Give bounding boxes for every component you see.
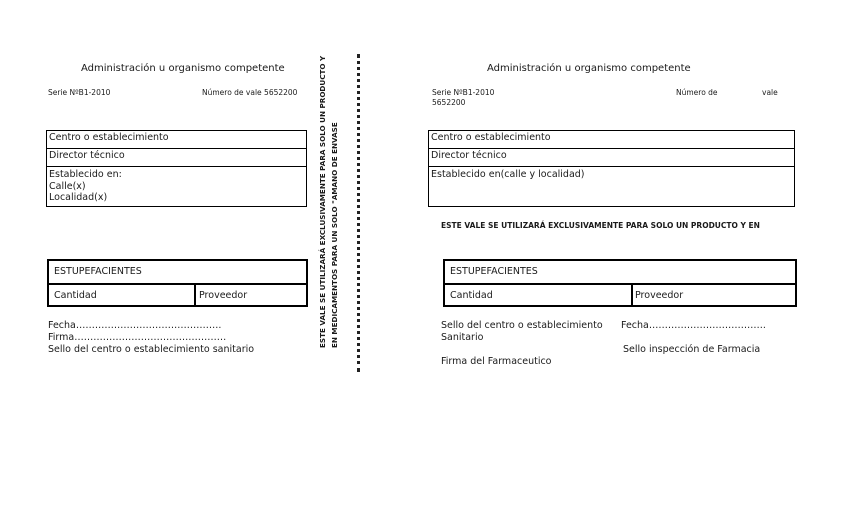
left-estupefacientes-header: ESTUPEFACIENTES (54, 266, 142, 277)
right-sello-centro-label: Sello del centro o establecimiento (441, 320, 603, 331)
right-stupefacient-table (443, 259, 797, 307)
right-numero-de: Número de (676, 88, 718, 97)
vertical-notice-line2: EN MEDICAMENTOS PARA UN SOLO "AMANO DE ENVASE (330, 122, 339, 348)
right-serie: Serie NºB1-2010 (432, 88, 495, 97)
left-fecha-line: Fecha………………………………………. (48, 320, 222, 331)
vertical-notice-line1: ESTE VALE SE UTILIZARÁ EXCLUSIVAMENTE PARA SOLO UN PRODUCTO Y (318, 55, 327, 348)
left-sello-label: Sello del centro o establecimiento sanitario (48, 344, 255, 355)
right-proveedor-label: Proveedor (635, 290, 684, 301)
perforation-line (357, 54, 360, 372)
left-calle-label: Calle(x) (49, 180, 86, 192)
right-firma-farmaceutico-label: Firma del Farmaceutico (441, 356, 552, 367)
left-admin-title: Administración u organismo competente (81, 63, 285, 74)
left-establecido-label: Establecido en: (49, 169, 122, 180)
left-voucher-number: Número de vale 5652200 (202, 88, 298, 97)
right-fecha-line: Fecha………………………………. (621, 320, 766, 331)
left-firma-line: Firma………………………………………… (48, 332, 227, 343)
right-cantidad-label: Cantidad (450, 290, 493, 301)
right-director-label: Director técnico (429, 149, 794, 167)
left-director-label: Director técnico (47, 149, 306, 167)
left-establishment-box (46, 130, 307, 207)
left-proveedor-label: Proveedor (199, 290, 248, 301)
right-vale: vale (762, 88, 778, 97)
right-establishment-box (428, 130, 795, 207)
right-estupefacientes-header: ESTUPEFACIENTES (450, 266, 538, 277)
right-centro-label: Centro o establecimiento (429, 131, 794, 149)
left-localidad-label: Localidad(x) (49, 192, 108, 203)
left-serie: Serie NºB1-2010 (48, 88, 111, 97)
right-admin-title: Administración u organismo competente (487, 63, 691, 74)
left-stupefacient-table (47, 259, 308, 307)
right-establecido-label: Establecido en(calle y localidad) (431, 169, 585, 180)
right-serie-number: 5652200 (432, 98, 466, 107)
right-sello-inspeccion-label: Sello inspección de Farmacia (623, 344, 761, 355)
left-cantidad-label: Cantidad (54, 290, 97, 301)
right-notice: ESTE VALE SE UTILIZARÁ EXCLUSIVAMENTE PARA SOLO UN PRODUCTO Y EN (441, 221, 760, 230)
right-sanitario-label: Sanitario (441, 332, 484, 343)
left-centro-label: Centro o establecimiento (47, 131, 306, 149)
